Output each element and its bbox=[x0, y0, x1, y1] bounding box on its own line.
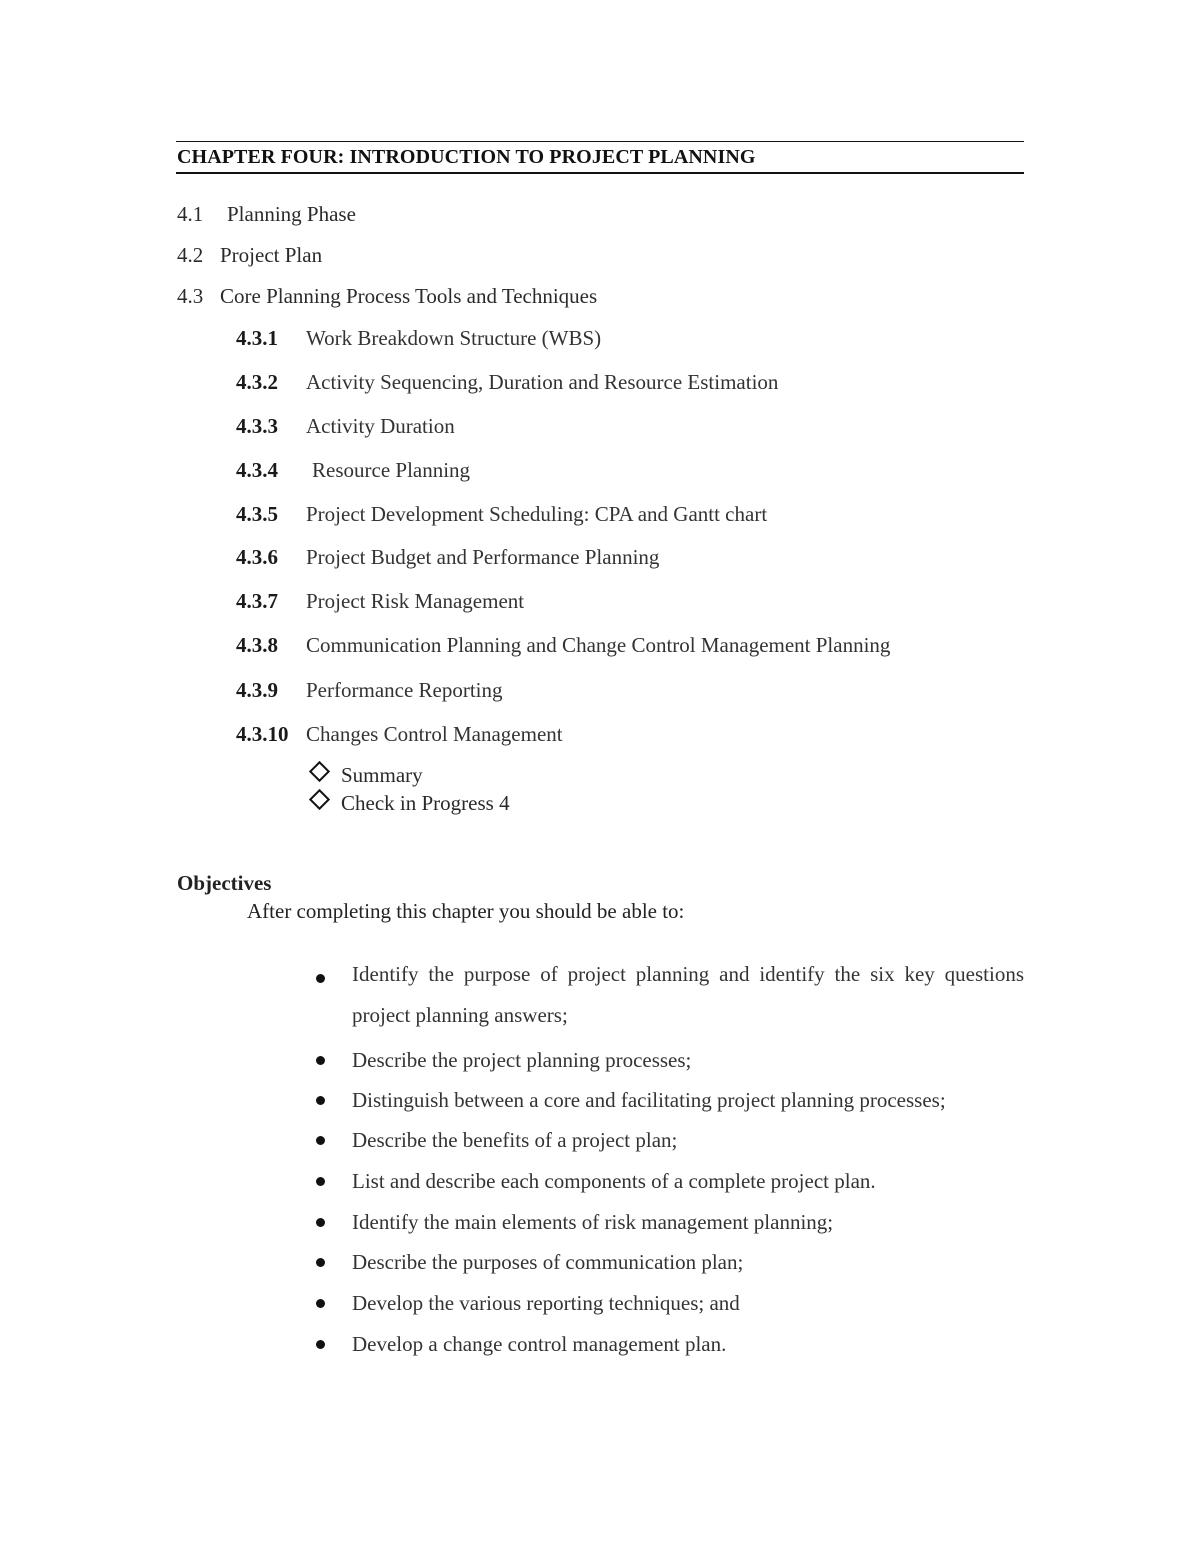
objective-text: Distinguish between a core and facilitating project planning processes; bbox=[352, 1088, 946, 1112]
diamond-bullet-icon bbox=[309, 789, 330, 810]
objective-text: Identify the purpose of project planning and identify the six key questions project planning answers; bbox=[352, 962, 1024, 1027]
bullet-dot-icon bbox=[316, 1136, 325, 1145]
objectives-heading: Objectives bbox=[177, 871, 272, 895]
subsection-number: 4.3.4 bbox=[236, 458, 278, 482]
subsection-title: Changes Control Management bbox=[306, 722, 563, 746]
section-title: Project Plan bbox=[220, 243, 323, 267]
bullet-dot-icon bbox=[316, 1056, 325, 1065]
objectives-intro: After completing this chapter you should be able to: bbox=[247, 899, 685, 923]
toc-subsection-4-3-1 bbox=[236, 326, 601, 351]
subsection-title: Resource Planning bbox=[312, 458, 471, 482]
bullet-dot-icon bbox=[316, 1177, 325, 1186]
section-number: 4.3 bbox=[177, 284, 204, 308]
section-title: Core Planning Process Tools and Techniques bbox=[220, 284, 598, 308]
subsection-number: 4.3.7 bbox=[236, 589, 278, 613]
title-rule-bottom bbox=[176, 172, 1024, 174]
objective-text: Describe the benefits of a project plan; bbox=[352, 1128, 678, 1152]
subsection-title: Project Budget and Performance Planning bbox=[306, 545, 660, 569]
subsection-title: Project Development Scheduling: CPA and Gantt chart bbox=[306, 502, 768, 526]
objective-text: Develop the various reporting techniques; and bbox=[352, 1291, 740, 1315]
subsection-number: 4.3.3 bbox=[236, 414, 278, 438]
subsection-title: Activity Sequencing, Duration and Resource Estimation bbox=[306, 370, 779, 394]
diamond-bullet-icon bbox=[309, 761, 330, 782]
toc-subsection-4-3-5 bbox=[236, 502, 767, 527]
subsection-number: 4.3.5 bbox=[236, 502, 278, 526]
section-number: 4.2 bbox=[177, 243, 204, 267]
bullet-dot-icon bbox=[316, 1299, 325, 1308]
objective-text: Describe the project planning processes; bbox=[352, 1048, 692, 1072]
section-number: 4.1 bbox=[177, 202, 204, 226]
subsection-number: 4.3.9 bbox=[236, 678, 278, 702]
subsection-number: 4.3.2 bbox=[236, 370, 278, 394]
subsection-number: 4.3.8 bbox=[236, 633, 278, 657]
toc-subsection-4-3-10 bbox=[236, 722, 563, 747]
bullet-dot-icon bbox=[316, 1340, 325, 1349]
subsection-title: Activity Duration bbox=[306, 414, 455, 438]
toc-subsection-4-3-4 bbox=[236, 458, 470, 483]
toc-section-4-1 bbox=[177, 202, 356, 227]
toc-section-4-2 bbox=[177, 243, 322, 268]
objective-text: Develop a change control management plan. bbox=[352, 1332, 727, 1356]
toc-extra-summary bbox=[310, 763, 423, 788]
subsection-title: Project Risk Management bbox=[306, 589, 525, 613]
toc-subsection-4-3-7 bbox=[236, 589, 524, 614]
title-rule-top bbox=[176, 141, 1024, 142]
extra-label: Check in Progress 4 bbox=[341, 791, 510, 815]
objective-text: Identify the main elements of risk management planning; bbox=[352, 1210, 834, 1234]
subsection-title: Communication Planning and Change Control Management Planning bbox=[306, 633, 891, 657]
toc-subsection-4-3-2 bbox=[236, 370, 778, 395]
bullet-dot-icon bbox=[316, 1096, 325, 1105]
toc-section-4-3 bbox=[177, 284, 597, 309]
toc-subsection-4-3-8 bbox=[236, 633, 890, 658]
subsection-title: Work Breakdown Structure (WBS) bbox=[306, 326, 602, 350]
objective-text: Describe the purposes of communication plan; bbox=[352, 1250, 744, 1274]
subsection-title: Performance Reporting bbox=[306, 678, 503, 702]
section-title: Planning Phase bbox=[227, 202, 356, 226]
extra-label: Summary bbox=[341, 763, 423, 787]
objective-text: List and describe each components of a complete project plan. bbox=[352, 1169, 876, 1193]
chapter-title: CHAPTER FOUR: INTRODUCTION TO PROJECT PLANNING bbox=[177, 146, 756, 168]
bullet-dot-icon bbox=[316, 1218, 325, 1227]
toc-subsection-4-3-6 bbox=[236, 545, 659, 570]
toc-extra-check-in-progress bbox=[310, 791, 510, 816]
bullet-dot-icon bbox=[316, 974, 325, 983]
subsection-number: 4.3.1 bbox=[236, 326, 278, 350]
bullet-dot-icon bbox=[316, 1258, 325, 1267]
subsection-number: 4.3.6 bbox=[236, 545, 278, 569]
subsection-number: 4.3.10 bbox=[236, 722, 289, 746]
toc-subsection-4-3-9 bbox=[236, 678, 503, 703]
toc-subsection-4-3-3 bbox=[236, 414, 455, 439]
